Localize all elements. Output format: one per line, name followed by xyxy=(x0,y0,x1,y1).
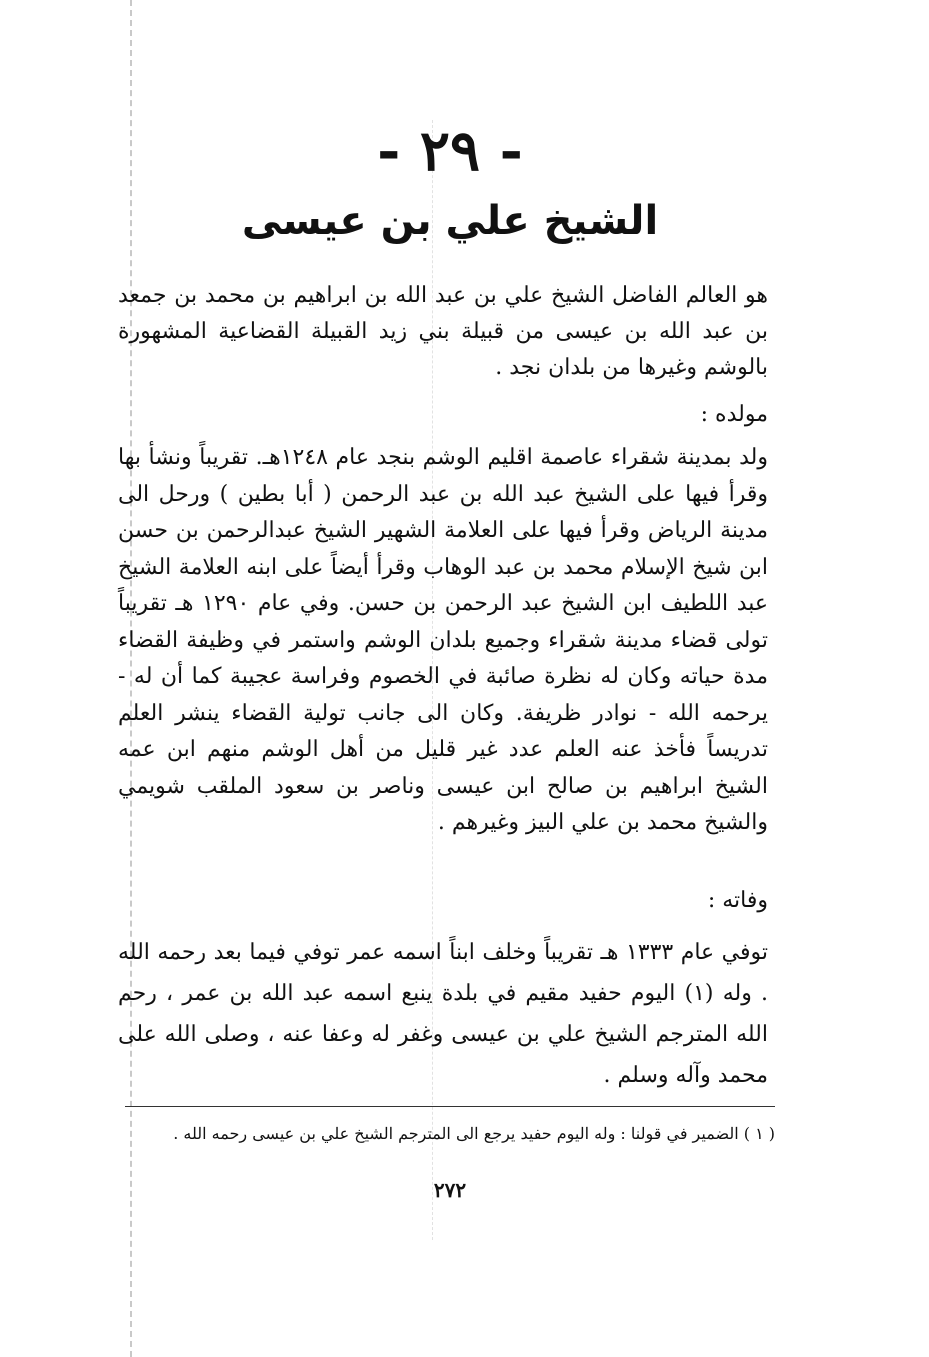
chapter-page-number: - ٢٩ - xyxy=(377,118,523,184)
intro-paragraph: هو العالم الفاضل الشيخ علي بن عبد الله بن ابراهيم بن محمد بن جمعد بن عبد الله بن عيسى من قبيلة بني زيد القبيلة القضاعية المشهورة بالوشم وغيرها من بلدان نجد . xyxy=(118,283,768,380)
footnote: ( ١ ) الضمير في قولنا : وله اليوم حفيد يرجع الى المترجم الشيخ علي بن عيسى رحمه الله . xyxy=(173,1124,775,1143)
page-number: ٢٧٢ xyxy=(433,1178,467,1202)
death-heading: وفاته : xyxy=(707,888,768,913)
footnote-divider xyxy=(125,1106,775,1107)
birth-heading: مولده : xyxy=(700,402,768,427)
birth-paragraph: ولد بمدينة شقراء عاصمة اقليم الوشم بنجد عام ١٢٤٨هـ. تقريباً ونشأ بها وقرأ فيها على الشيخ عبد الله بن عبد الرحمن ( أبا بطين ) ورحل الى مدينة الرياض وقرأ فيها على العلامة الشهير الشيخ عبدالرحمن بن حسن ابن شيخ الإسلام محمد بن عبد الوهاب وقرأ أيضاً على ابنه العلامة الشيخ عبد اللطيف ابن الشيخ عبد الرحمن بن حسن. وفي عام ١٢٩٠ هـ تقريباً تولى قضاء مدينة شقراء وجميع بلدان الوشم واستمر في وظيفة القضاء مدة حياته وكان له نظرة صائبة في الخصوم وفراسة عجيبة كما أن له - يرحمه الله - نوادر ظريفة. وكان الى جانب تولية القضاء ينشر العلم تدريساً فأخذ عنه العلم عدد غير قليل من أهل الوشم منهم ابن عمه الشيخ ابراهيم بن صالح ابن عيسى وناصر بن سعود الملقب شويمي والشيخ محمد بن علي البيز وغيرهم . xyxy=(118,445,769,835)
page-title: الشيخ علي بن عيسى xyxy=(241,198,659,244)
death-paragraph: توفي عام ١٣٣٣ هـ تقريباً وخلف ابناً اسمه عمر توفي فيما بعد رحمه الله . وله (١) اليوم حفيد مقيم في بلدة ينبع اسمه عبد الله بن عمر ، رحم الله المترجم الشيخ علي بن عيسى وغفر له وعفا عنه ، وصلى الله على محمد وآله وسلم . xyxy=(118,940,769,1088)
